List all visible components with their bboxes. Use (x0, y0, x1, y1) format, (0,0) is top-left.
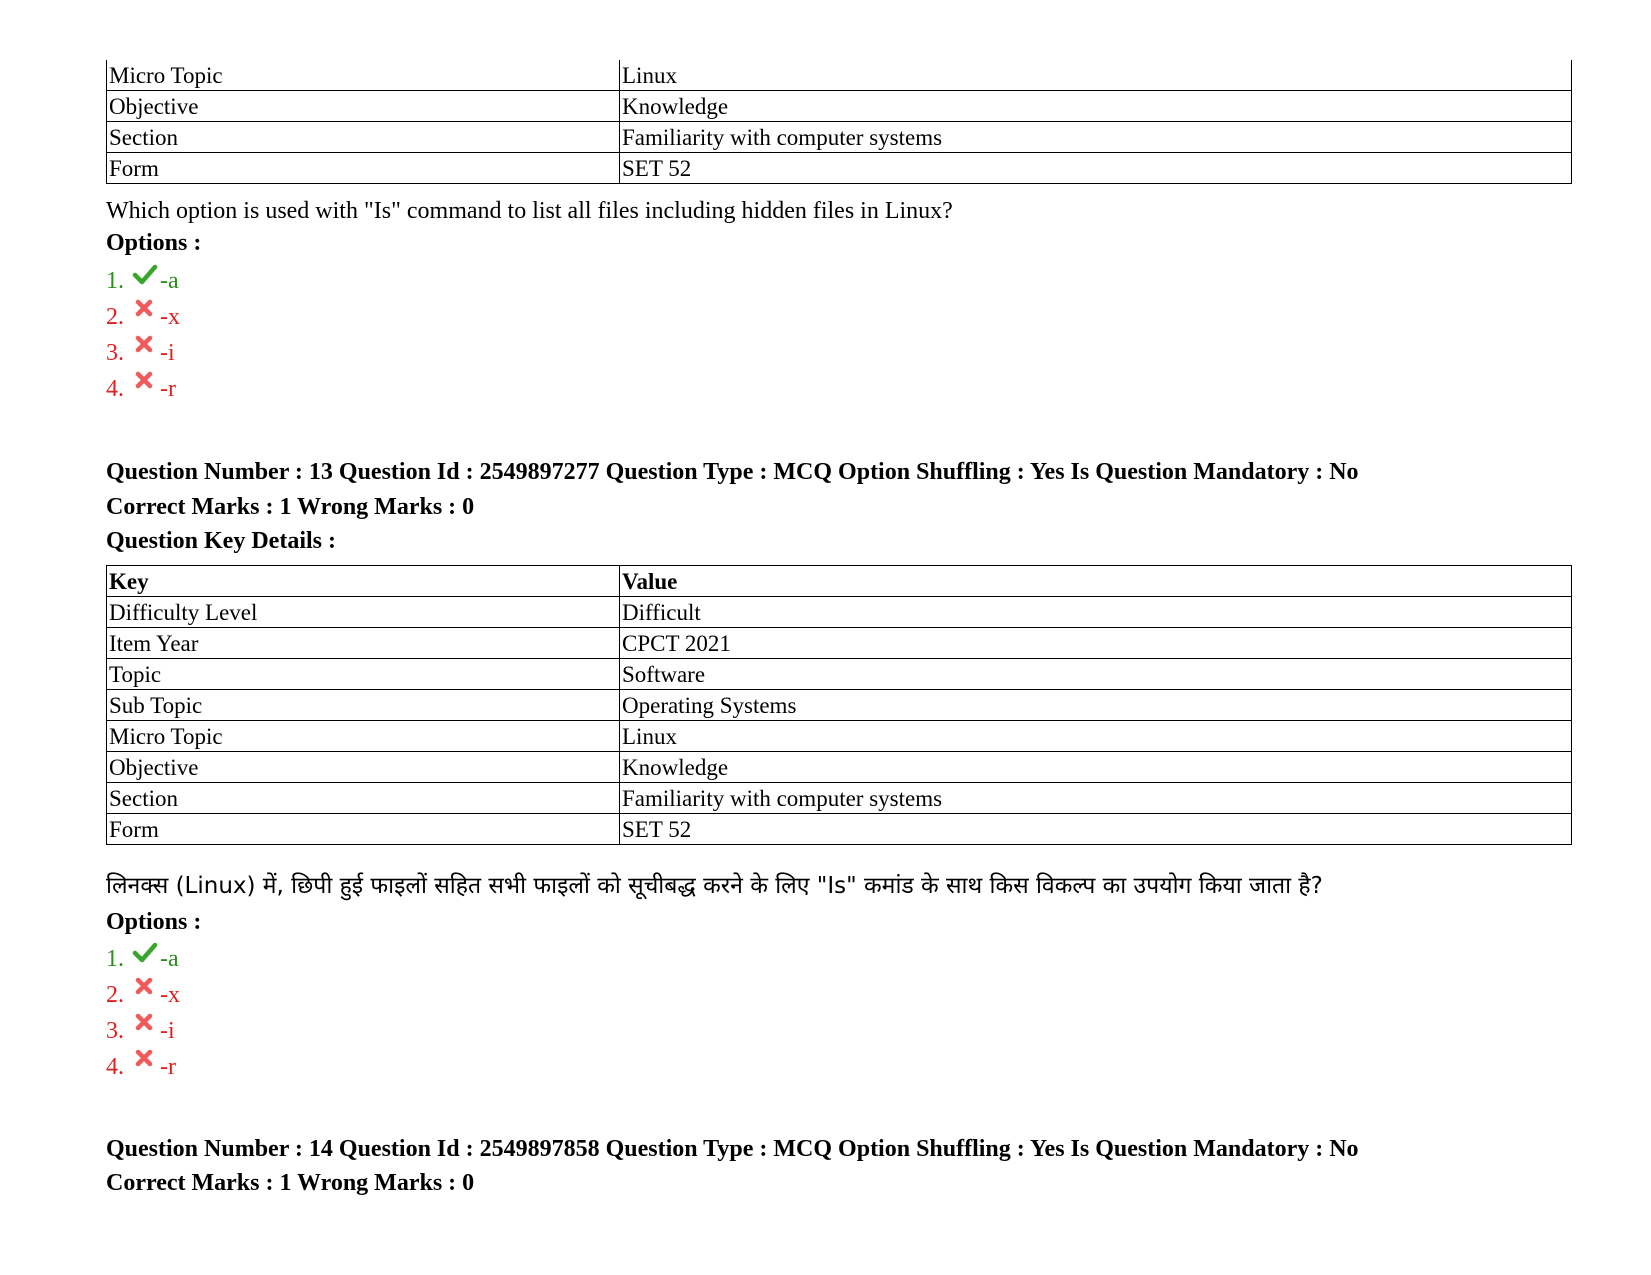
cross-icon (132, 338, 160, 362)
table-row (107, 153, 1572, 184)
table-value-cell: Operating Systems (620, 690, 1572, 721)
table-value-cell: CPCT 2021 (620, 628, 1572, 659)
q12-option-2 (106, 302, 180, 332)
table-value-cell: Software (620, 659, 1572, 690)
option-value: -i (160, 340, 175, 366)
q13-question-text: लिनक्स (Linux) में, छिपी हुई फाइलों सहित सभी फाइलों को सूचीबद्ध करने के लिए "Is" कमांड के साथ किस विकल्प का उपयोग किया जाता है? (106, 873, 1323, 899)
q12-question-text: Which option is used with "Is" command to list all files including hidden files in Linux? (106, 198, 953, 224)
q13-option-1 (106, 944, 179, 974)
table-header-row (107, 566, 1572, 597)
table-row (107, 690, 1572, 721)
table-key-cell: Section (107, 122, 620, 153)
table-value-cell: Difficult (620, 597, 1572, 628)
option-value: -i (160, 1018, 175, 1044)
table-key-cell: Form (107, 153, 620, 184)
table-value-cell: Familiarity with computer systems (620, 783, 1572, 814)
cross-icon (132, 374, 160, 398)
q13-option-2 (106, 980, 180, 1010)
table-value-cell: SET 52 (620, 814, 1572, 845)
table-value-cell: Linux (620, 60, 1572, 91)
option-value: -a (160, 946, 179, 972)
q12-options-label: Options : (106, 230, 202, 256)
table-key-cell: Micro Topic (107, 721, 620, 752)
table-key-cell: Section (107, 783, 620, 814)
q12-option-3 (106, 338, 175, 368)
q13-key-details-table (106, 565, 1572, 845)
table-key-cell: Form (107, 814, 620, 845)
q13-header: Question Number : 13 Question Id : 2549897277 Question Type : MCQ Option Shuffling : Yes Is Question Mandatory : No (106, 459, 1359, 485)
q13-key-details-label: Question Key Details : (106, 528, 336, 554)
table-value-cell: SET 52 (620, 153, 1572, 184)
table-row (107, 752, 1572, 783)
q12-option-1 (106, 266, 179, 296)
q14-header: Question Number : 14 Question Id : 2549897858 Question Type : MCQ Option Shuffling : Yes Is Question Mandatory : No (106, 1136, 1359, 1162)
table-row (107, 60, 1572, 91)
q12-option-4 (106, 374, 176, 404)
q12-key-details-table (106, 60, 1572, 184)
checkmark-icon (132, 266, 160, 290)
table-key-cell: Objective (107, 752, 620, 783)
table-row (107, 783, 1572, 814)
option-value: -a (160, 268, 179, 294)
cross-icon (132, 980, 160, 1004)
table-key-cell: Sub Topic (107, 690, 620, 721)
table-row (107, 597, 1572, 628)
table-value-cell: Knowledge (620, 752, 1572, 783)
option-value: -r (160, 376, 176, 402)
option-number: 1. (106, 268, 124, 294)
table-row (107, 814, 1572, 845)
table-key-cell: Item Year (107, 628, 620, 659)
cross-icon (132, 302, 160, 326)
q13-option-4 (106, 1052, 176, 1082)
option-number: 4. (106, 376, 124, 402)
table-key-cell: Difficulty Level (107, 597, 620, 628)
option-number: 3. (106, 340, 124, 366)
table-row (107, 122, 1572, 153)
option-number: 3. (106, 1018, 124, 1044)
table-row (107, 91, 1572, 122)
table-header-value: Value (620, 566, 1572, 597)
option-value: -r (160, 1054, 176, 1080)
table-key-cell: Objective (107, 91, 620, 122)
q13-marks: Correct Marks : 1 Wrong Marks : 0 (106, 494, 475, 520)
table-key-cell: Topic (107, 659, 620, 690)
table-row (107, 721, 1572, 752)
table-value-cell: Familiarity with computer systems (620, 122, 1572, 153)
checkmark-icon (132, 944, 160, 968)
cross-icon (132, 1052, 160, 1076)
table-value-cell: Knowledge (620, 91, 1572, 122)
option-number: 2. (106, 304, 124, 330)
table-value-cell: Linux (620, 721, 1572, 752)
table-row (107, 659, 1572, 690)
option-number: 4. (106, 1054, 124, 1080)
option-number: 2. (106, 982, 124, 1008)
q13-options-label: Options : (106, 909, 202, 935)
option-value: -x (160, 304, 180, 330)
option-number: 1. (106, 946, 124, 972)
option-value: -x (160, 982, 180, 1008)
table-key-cell: Micro Topic (107, 60, 620, 91)
table-header-key: Key (107, 566, 620, 597)
q14-marks: Correct Marks : 1 Wrong Marks : 0 (106, 1170, 475, 1196)
q13-option-3 (106, 1016, 175, 1046)
table-row (107, 628, 1572, 659)
cross-icon (132, 1016, 160, 1040)
